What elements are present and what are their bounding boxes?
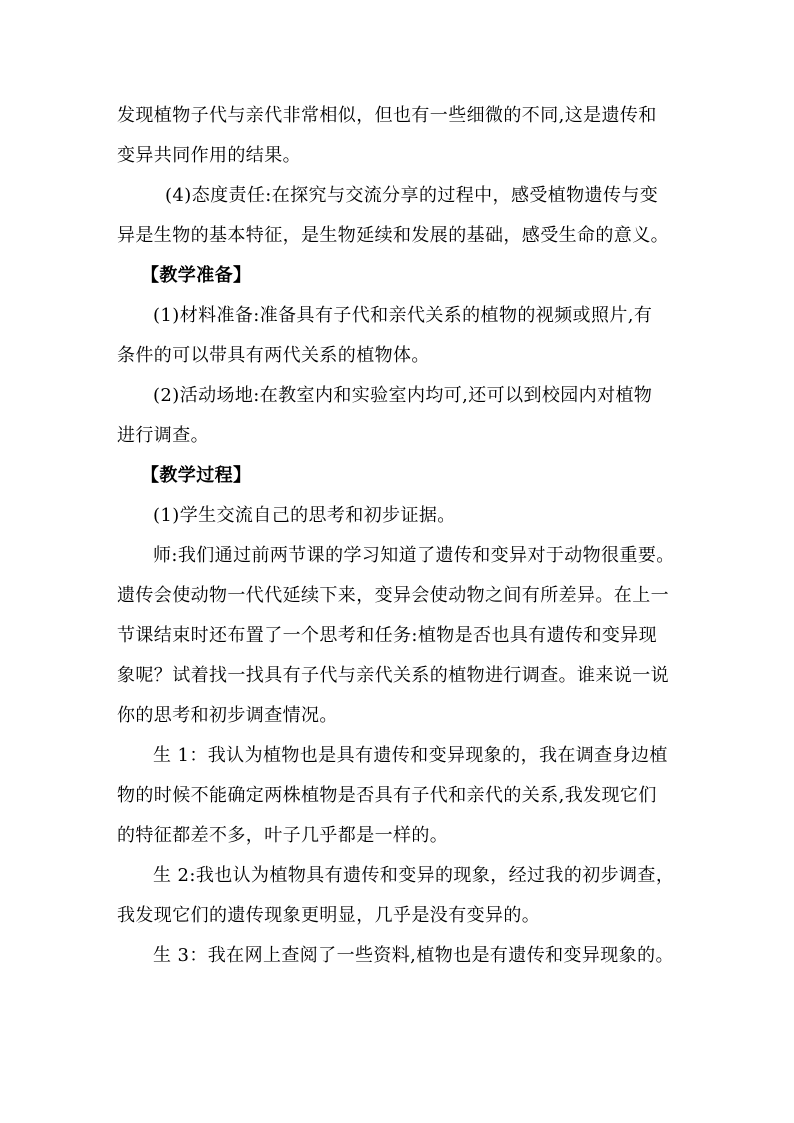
paragraph-line: (1)学生交流自己的思考和初步证据。	[153, 505, 456, 526]
paragraph-line: (4)态度责任:在探究与交流分享的过程中，感受植物遗传与变	[165, 185, 659, 206]
paragraph-line: 条件的可以带具有两代关系的植物体。	[117, 345, 430, 366]
paragraph-line: 遗传会使动物一代代延续下来，变异会使动物之间有所差异。在上一	[117, 585, 669, 606]
paragraph-line: 变异共同作用的结果。	[117, 145, 301, 166]
paragraph-line: 物的时候不能确定两株植物是否具有子代和亲代的关系,我发现它们	[117, 785, 657, 806]
paragraph-line: 进行调查。	[117, 425, 209, 446]
paragraph-line: 我发现它们的遗传现象更明显，几乎是没有变异的。	[117, 905, 541, 926]
paragraph-line: (1)材料准备:准备具有子代和亲代关系的植物的视频或照片,有	[153, 305, 653, 326]
paragraph-line: 节课结束时还布置了一个思考和任务:植物是否也具有遗传和变异现	[117, 625, 658, 646]
paragraph-line: 生 1：我认为植物也是具有遗传和变异现象的，我在调查身边植	[153, 745, 668, 766]
section-heading-preparation: 【教学准备】	[141, 265, 252, 286]
paragraph-line: (2)活动场地:在教室内和实验室内均可,还可以到校园内对植物	[153, 385, 653, 406]
paragraph-line: 师:我们通过前两节课的学习知道了遗传和变异对于动物很重要。	[153, 545, 675, 566]
paragraph-line: 你的思考和初步调查情况。	[117, 705, 338, 726]
section-heading-process: 【教学过程】	[141, 465, 252, 486]
paragraph-line: 象呢？试着找一找具有子代与亲代关系的植物进行调查。谁来说一说	[117, 665, 669, 686]
paragraph-line: 发现植物子代与亲代非常相似，但也有一些细微的不同,这是遗传和	[117, 105, 657, 126]
paragraph-line: 生 3：我在网上查阅了一些资料,植物也是有遗传和变异现象的。	[153, 945, 674, 966]
paragraph-line: 异是生物的基本特征，是生物延续和发展的基础，感受生命的意义。	[117, 225, 669, 246]
paragraph-line: 的特征都差不多，叶子几乎都是一样的。	[117, 825, 449, 846]
paragraph-line: 生 2:我也认为植物具有遗传和变异的现象，经过我的初步调查，	[153, 865, 675, 886]
document-body	[117, 96, 683, 976]
